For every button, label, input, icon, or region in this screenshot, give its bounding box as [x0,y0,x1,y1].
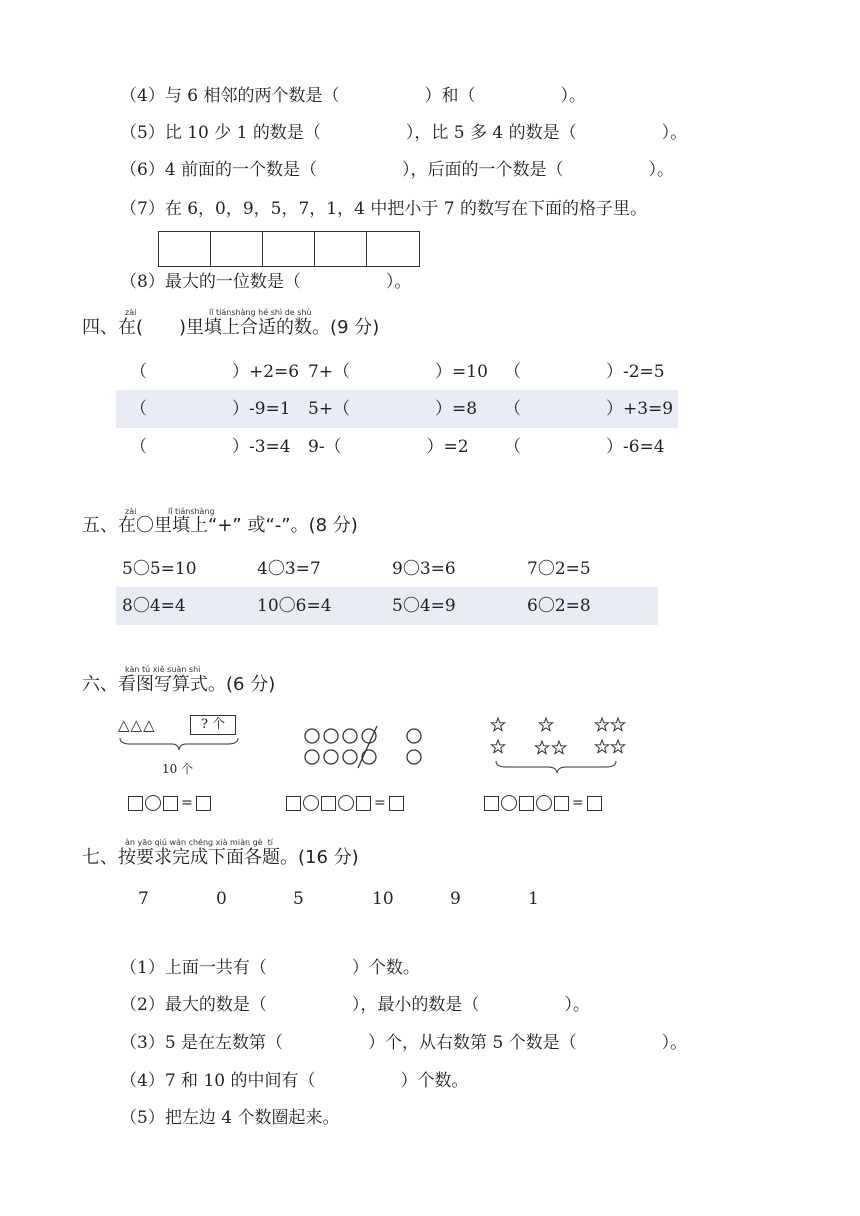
grid-cell[interactable] [211,232,263,266]
number-item: 5 [293,889,304,909]
brace-icon [118,736,240,752]
operator-item: 8〇4=4 [122,596,186,616]
answer-box[interactable] [587,796,602,811]
operator-item: 5〇5=10 [122,559,197,579]
pinyin: lǐ tiánshàng [168,507,215,516]
operator-item: 5〇4=9 [392,596,456,616]
pinyin: kàn tú xiě suàn shì [125,665,201,674]
question-7-1: （1）上面一共有（ ）个数。 [120,958,420,978]
equals-sign: = [374,794,386,811]
question-7-5: （5）把左边 4 个数圈起来。 [120,1108,340,1128]
answer-box[interactable] [321,796,336,811]
section-4-title: 四、在( )里填上合适的数。(9 分) [82,317,380,338]
answer-grid[interactable] [158,231,420,267]
fill-item: （ ）-3=4 [130,437,291,457]
answer-box[interactable] [128,796,143,811]
question-3-4: （4）与 6 相邻的两个数是（ ）和（ ）。 [120,86,586,106]
answer-box[interactable] [484,796,499,811]
fill-item: （ ）-9=1 [130,399,291,419]
grid-cell[interactable] [367,232,419,266]
answer-box[interactable] [356,796,371,811]
question-7-2: （2）最大的数是（ ），最小的数是（ ）。 [120,995,590,1015]
number-item: 1 [528,889,539,909]
figure-triangles [118,716,243,780]
section-7-title: 七、按要求完成下面各题。(16 分) [82,847,359,868]
fill-table [116,352,678,466]
section-5-title: 五、在〇里填上“+” 或“-”。(8 分) [82,515,358,536]
answer-box[interactable] [286,796,301,811]
equals-sign: = [572,794,584,811]
question-3-7: （7）在 6，0，9，5，7，1，4 中把小于 7 的数写在下面的格子里。 [120,199,647,219]
operator-item: 7〇2=5 [527,559,591,579]
answer-box[interactable] [389,796,404,811]
fill-item: 7+（ ）=10 [308,362,488,382]
fill-item: （ ）-2=5 [504,362,665,382]
number-item: 0 [216,889,227,909]
operator-item: 10〇6=4 [257,596,332,616]
question-7-4: （4）7 和 10 的中间有（ ）个数。 [120,1071,469,1091]
number-item: 9 [450,889,461,909]
pinyin: zài [125,507,137,516]
number-item: 10 [372,889,394,909]
total-label: 10 个 [162,762,194,776]
operator-item: 6〇2=8 [527,596,591,616]
formula-1 [128,795,211,811]
figure-stars [486,713,636,775]
operator-item: 9〇3=6 [392,559,456,579]
answer-box[interactable] [554,796,569,811]
question-3-6: （6）4 前面的一个数是（ ），后面的一个数是（ ）。 [120,160,675,180]
fill-item: （ ）+3=9 [504,399,674,419]
question-7-3: （3）5 是在左数第（ ）个，从右数第 5 个数是（ ）。 [120,1033,688,1053]
figure-circles [302,724,426,770]
answer-box[interactable] [196,796,211,811]
question-3-8: （8）最大的一位数是（ ）。 [120,272,412,292]
unknown-count-box: ? 个 [190,715,236,735]
answer-box[interactable] [163,796,178,811]
section-6-title: 六、看图写算式。(6 分) [82,674,276,695]
formula-3 [484,795,602,811]
operator-item: 4〇3=7 [257,559,321,579]
fill-item: （ ）+2=6 [130,362,300,382]
operator-circle[interactable] [145,795,161,811]
operator-circle[interactable] [536,795,552,811]
triangle-icons: △△△ [118,716,156,734]
answer-box[interactable] [519,796,534,811]
fill-item: （ ）-6=4 [504,437,665,457]
pinyin: àn yāo qiú wán chéng xià miàn gè tí [125,838,274,847]
grid-cell[interactable] [263,232,315,266]
formula-2 [286,795,404,811]
pinyin: lǐ tiánshàng hé shì de shù [209,308,312,317]
fill-item: 5+（ ）=8 [308,399,478,419]
operator-table [116,549,658,625]
operator-circle[interactable] [501,795,517,811]
equals-sign: = [181,794,193,811]
grid-cell[interactable] [159,232,211,266]
number-item: 7 [138,889,149,909]
pinyin: zài [125,308,137,317]
operator-circle[interactable] [338,795,354,811]
grid-cell[interactable] [315,232,367,266]
question-3-5: （5）比 10 少 1 的数是（ ），比 5 多 4 的数是（ ）。 [120,123,688,143]
operator-circle[interactable] [303,795,319,811]
fill-item: 9-（ ）=2 [308,437,469,457]
